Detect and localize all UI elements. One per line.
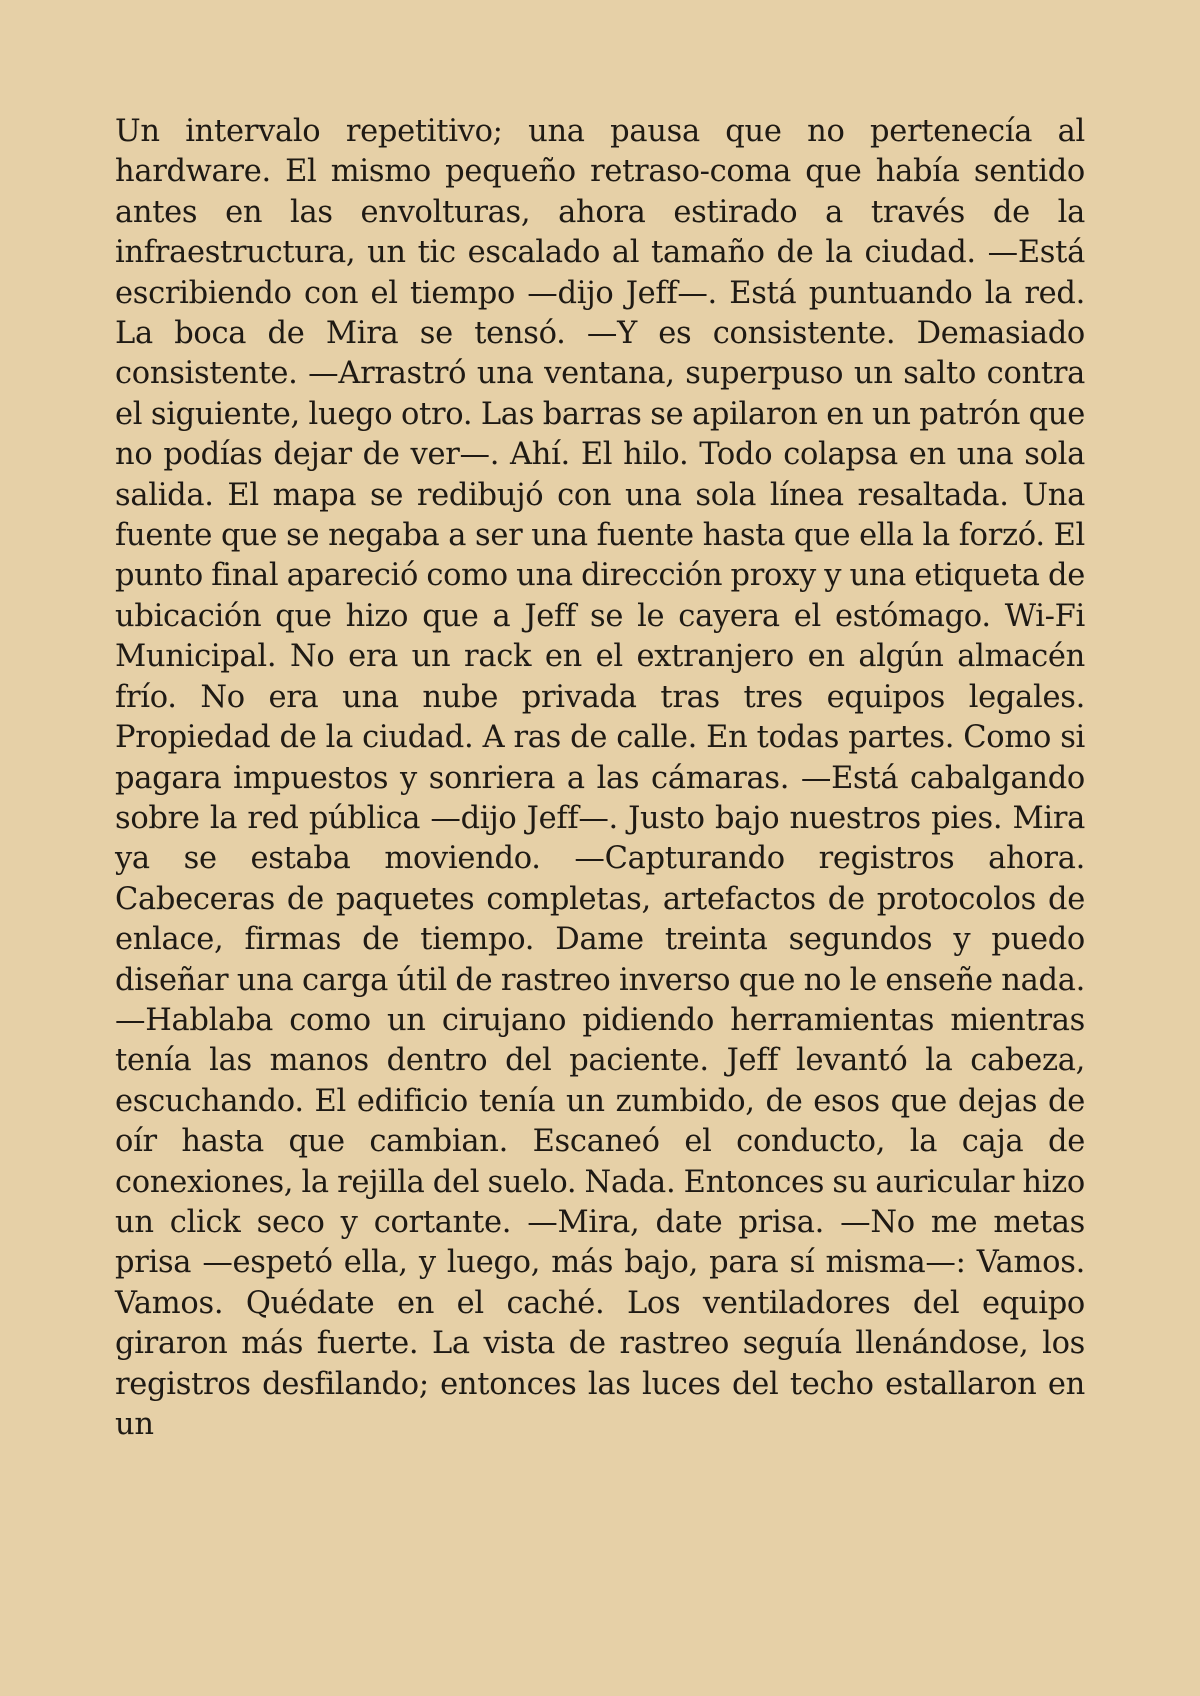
body-paragraph: Un intervalo repetitivo; una pausa que no pertenecía al hardware. El mismo pequeño retraso-coma que había sentido antes en las envolturas, ahora estirado a través de la infraestructura, un tic escalado al tamaño de la ciudad. —Está escribiendo con el tiempo —dijo Jeff—. Está puntuando la red. La boca de Mira se tensó. —Y es consistente. Demasiado consistente. —Arrastró una ventana, superpuso un salto contra el siguiente, luego otro. Las barras se apilaron en un patrón que no podías dejar de ver—. Ahí. El hilo. Todo colapsa en una sola salida. El mapa se redibujó con una sola línea resaltada. Una fuente que se negaba a ser una fuente hasta que ella la forzó. El punto final apareció como una dirección proxy y una etiqueta de ubicación que hizo que a Jeff se le cayera el estómago. Wi-Fi Municipal. No era un rack en el extranjero en algún almacén frío. No era una nube privada tras tres equipos legales. Propiedad de la ciudad. A ras de calle. En todas partes. Como si pagara impuestos y sonriera a las cámaras. —Está cabalgando sobre la red pública —dijo Jeff—. Justo bajo nuestros pies. Mira ya se estaba moviendo. —Capturando registros ahora. Cabeceras de paquetes completas, artefactos de protocolos de enlace, firmas de tiempo. Dame treinta segundos y puedo diseñar una carga útil de rastreo inverso que no le enseñe nada. —Hablaba como un cirujano pidiendo herramientas mientras tenía las manos dentro del paciente. Jeff levantó la cabeza, escuchando. El edificio tenía un zumbido, de esos que dejas de oír hasta que cambian. Escaneó el conducto, la caja de conexiones, la rejilla del suelo. Nada. Entonces su auricular hizo un click seco y cortante. —Mira, date prisa. —No me metas prisa —espetó ella, y luego, más bajo, para sí misma—: Vamos. Vamos. Quédate en el caché. Los ventiladores del equipo giraron más fuerte. La vista de rastreo seguía llenándose, los registros desfilando; entonces las luces del techo estallaron en un [115,114,1085,1442]
book-page [115,112,1085,1445]
